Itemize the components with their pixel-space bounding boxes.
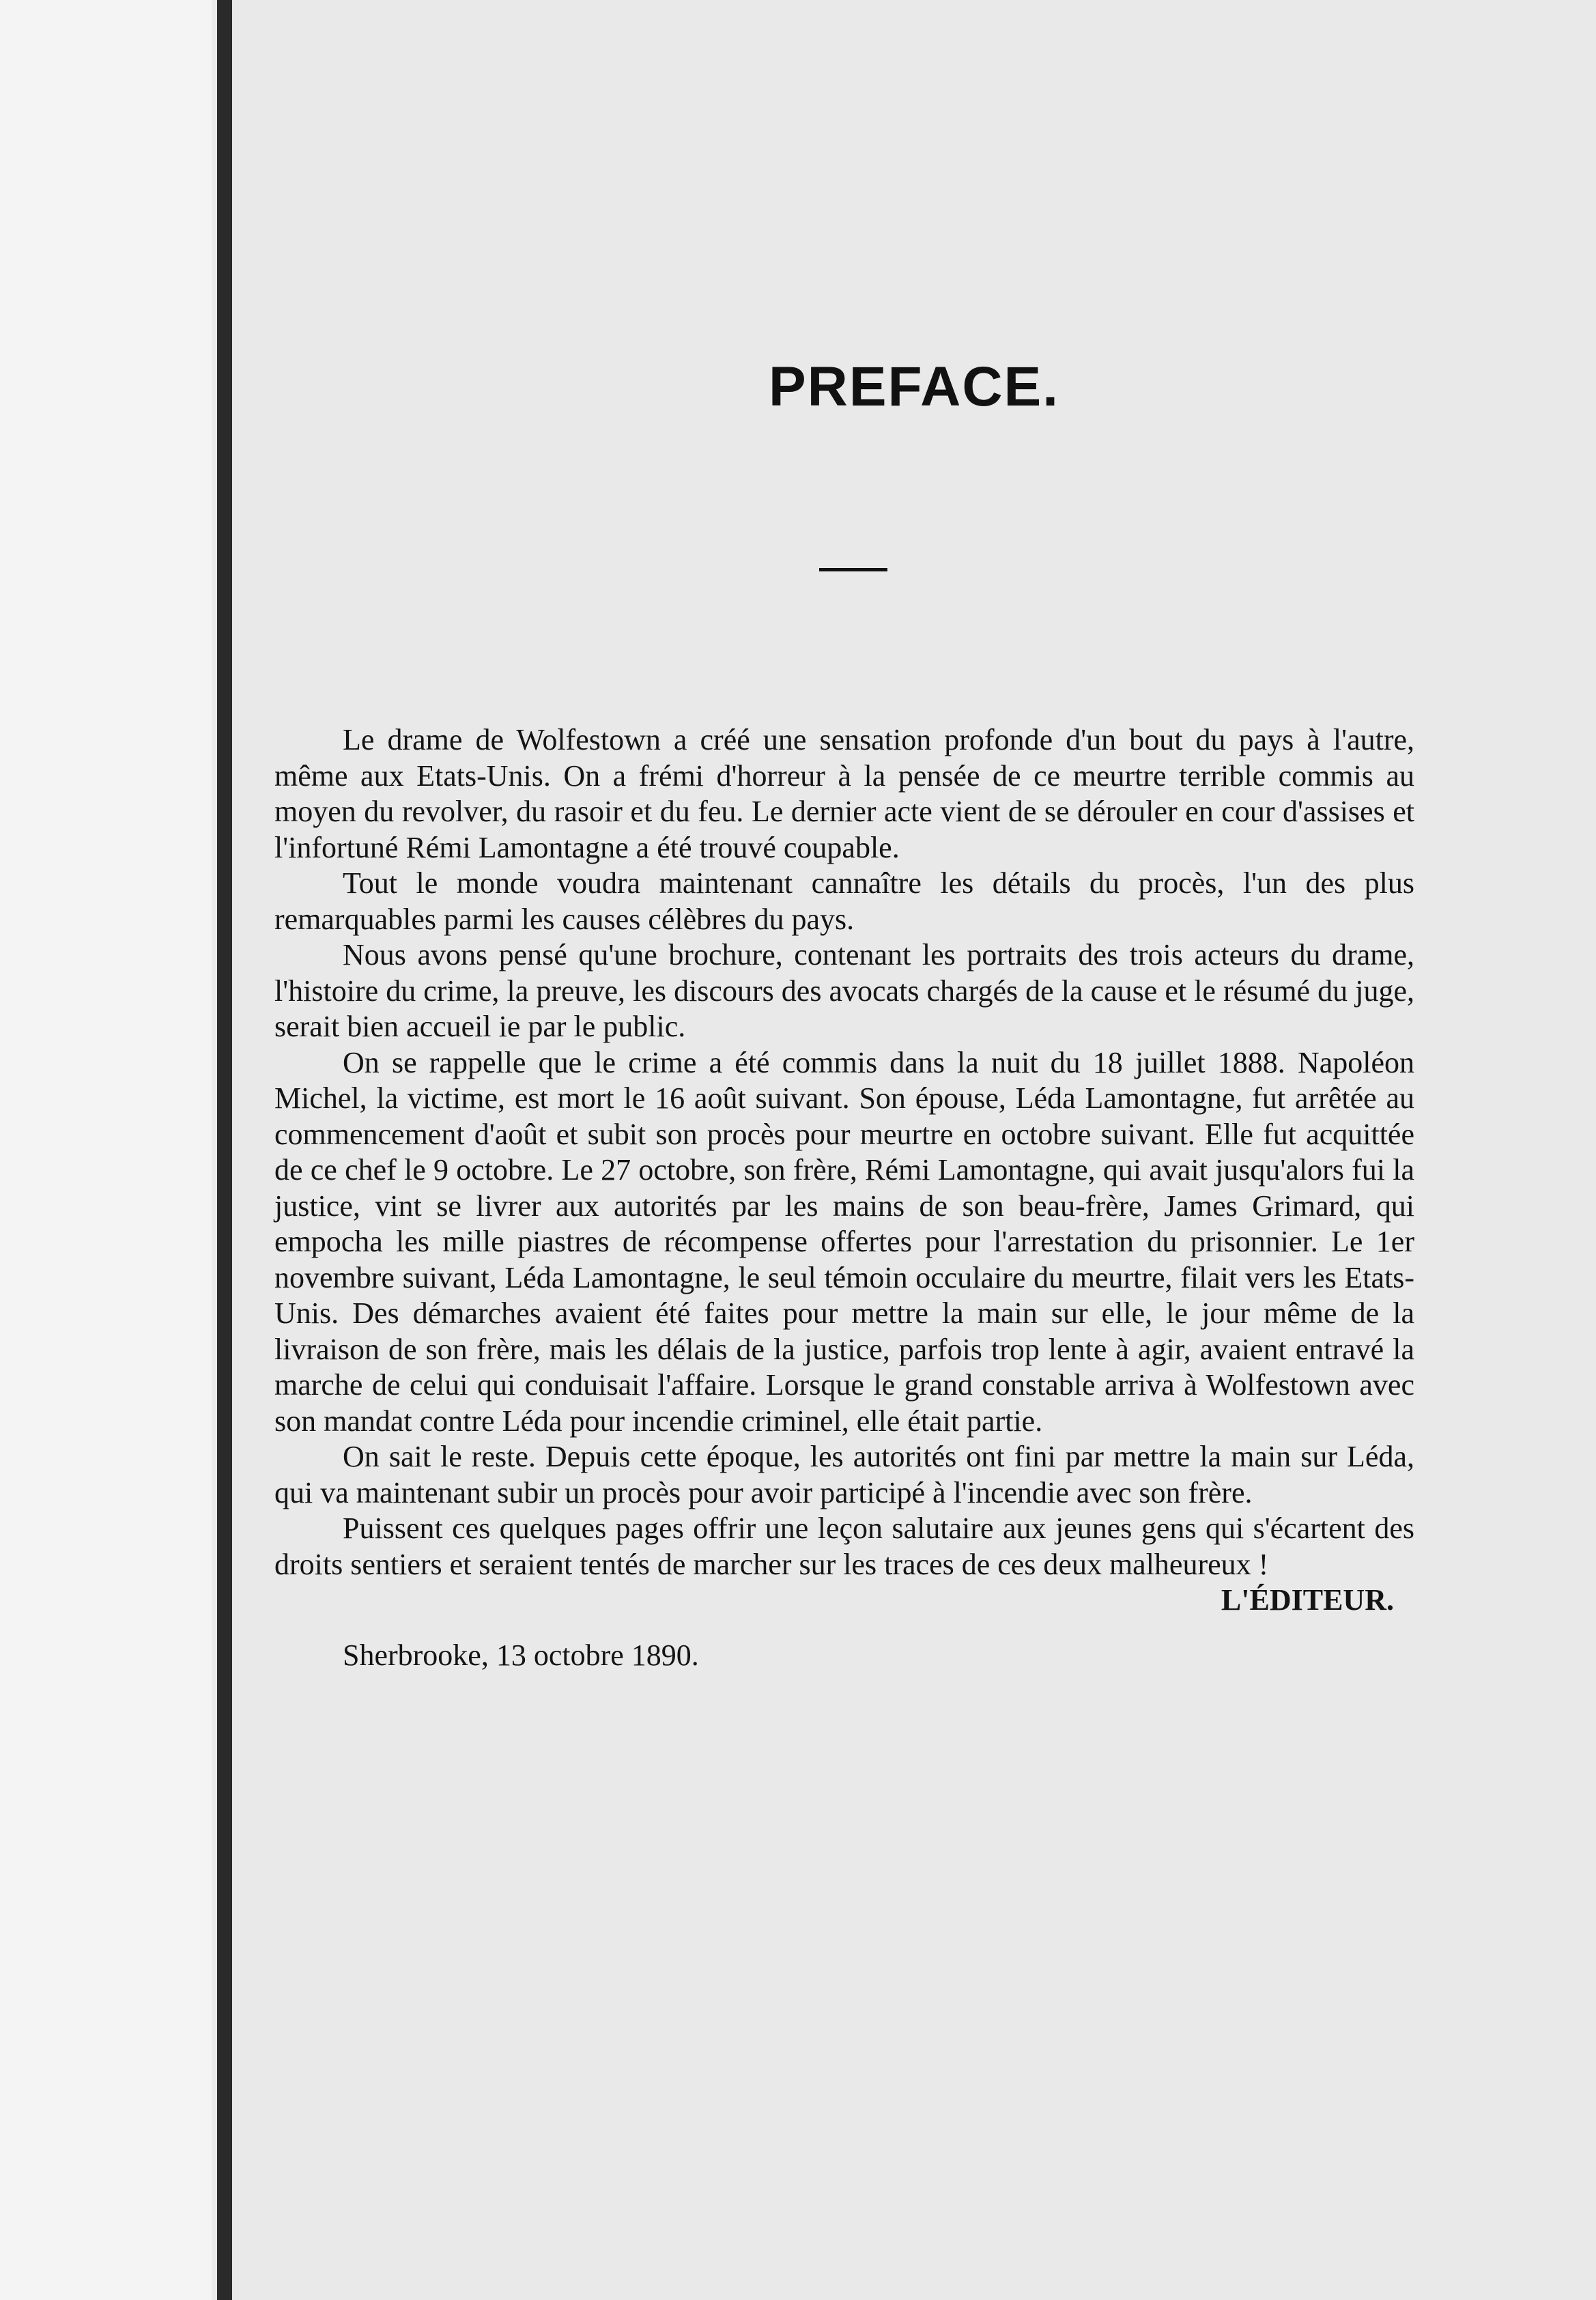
title-rule xyxy=(819,568,887,571)
paragraph: Le drame de Wolfestown a créé une sensation profonde d'un bout du pays à l'autre, même aux Etats-Unis. On a frémi d'horreur à la pensée de ce meurtre terrible commis au moyen du revolver, du rasoir et du feu. Le dernier acte vient de se dérouler en cour d'assises et l'infortuné Rémi Lamontagne a été trouvé coupable. xyxy=(274,723,1414,864)
paragraph: On sait le reste. Depuis cette époque, les autorités ont fini par mettre la main sur Léda, qui va maintenant subir un procès pour avoir participé à l'incendie avec son frère. xyxy=(274,1440,1414,1509)
dateline: Sherbrooke, 13 octobre 1890. xyxy=(343,1638,699,1672)
paragraph: On se rappelle que le crime a été commis dans la nuit du 18 juillet 1888. Napoléon Michel, la victime, est mort le 16 août suivant. Son épouse, Léda Lamontagne, fut arrêtée au commencement d'août et subit son procès pour meurtre en octobre suivant. Elle fut acquittée de ce chef le 9 octobre. Le 27 octobre, son frère, Rémi Lamontagne, qui avait jusqu'alors fui la justice, vint se livrer aux autorités par les mains de son beau-frère, James Grimard, qui empocha les mille piastres de récompense offertes pour l'arrestation du prisonnier. Le 1er novembre suivant, Léda Lamontagne, le seul témoin occulaire du meurtre, filait vers les Etats-Unis. Des démarches avaient été faites pour mettre la main sur elle, le jour même de la livraison de son frère, mais les délais de la justice, parfois trop lente à agir, avaient entravé la marche de celui qui conduisait l'affaire. Lorsque le grand constable arriva à Wolfestown avec son mandat contre Léda pour incendie criminel, elle était partie. xyxy=(274,1045,1414,1438)
binding-edge xyxy=(217,0,232,2300)
paragraph: Puissent ces quelques pages offrir une leçon salutaire aux jeunes gens qui s'écartent des droits sentiers et seraient tentés de marcher sur les traces de ces deux malheureux ! xyxy=(274,1511,1414,1581)
editor-signature: L'ÉDITEUR. xyxy=(1221,1583,1394,1617)
paragraph: Nous avons pensé qu'une brochure, contenant les portraits des trois acteurs du drame, l'histoire du crime, la preuve, les discours des avocats chargés de la cause et le résumé du juge, serait bien accueil ie par le public. xyxy=(274,938,1414,1043)
preface-body xyxy=(274,722,1414,1673)
paragraph: Tout le monde voudra maintenant cannaître les détails du procès, l'un des plus remarquables parmi les causes célèbres du pays. xyxy=(274,866,1414,936)
facing-page-margin xyxy=(0,0,212,2300)
page-title: PREFACE. xyxy=(768,356,1060,418)
